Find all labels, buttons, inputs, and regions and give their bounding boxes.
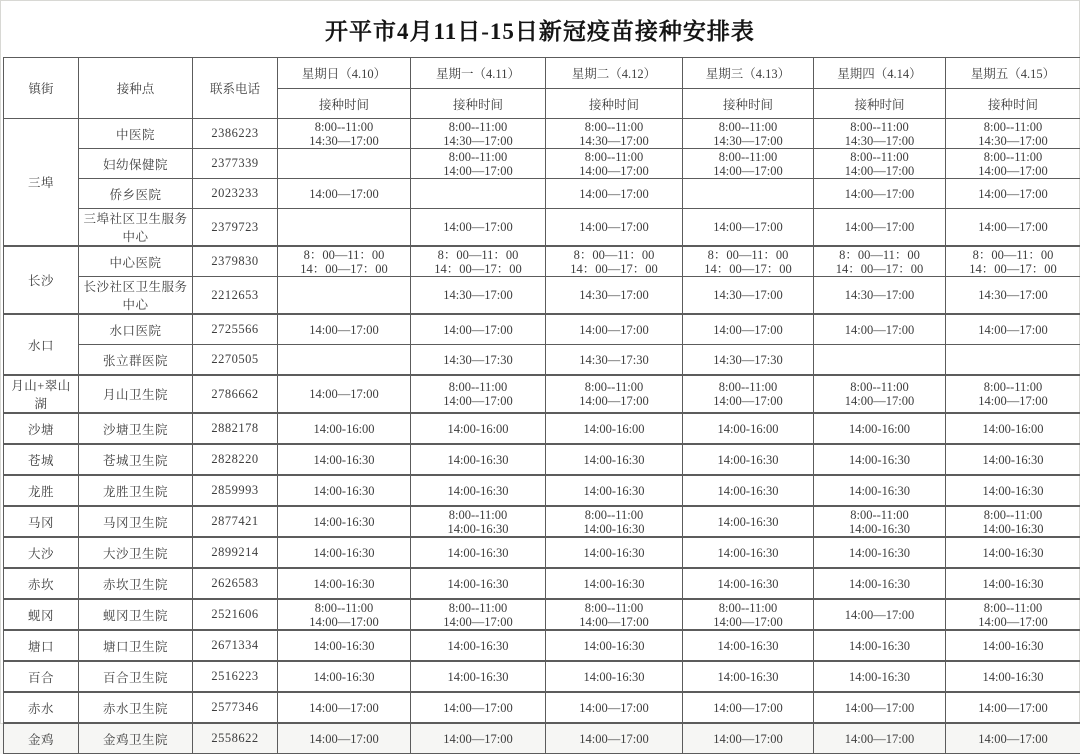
time-cell-day-4: 14:00-16:30	[814, 475, 946, 506]
col-header-day-3: 星期三（4.13）	[683, 58, 814, 89]
time-cell-day-4: 14:00-16:30	[814, 661, 946, 692]
table-row	[4, 692, 1080, 723]
time-cell-day-2: 14:00—17:00	[546, 692, 683, 723]
col-subheader-time-2: 接种时间	[546, 89, 683, 119]
site-cell: 塘口卫生院	[79, 630, 193, 661]
time-cell-day-1: 14:00—17:00	[411, 209, 546, 247]
site-cell: 沙塘卫生院	[79, 413, 193, 444]
time-cell-day-5: 8:00--11:00 14:00—17:00	[946, 149, 1080, 179]
time-cell-day-3: 8:00--11:00 14:30—17:00	[683, 119, 814, 149]
time-cell-day-1: 14:30—17:00	[411, 277, 546, 315]
col-header-site: 接种点	[79, 58, 193, 119]
col-subheader-time-1: 接种时间	[411, 89, 546, 119]
time-cell-day-5: 14:00-16:30	[946, 444, 1080, 475]
time-cell-day-2: 14:00-16:30	[546, 568, 683, 599]
time-cell-day-2: 8：00—11：00 14：00—17：00	[546, 246, 683, 277]
time-cell-day-1: 14:00—17:00	[411, 723, 546, 754]
time-cell-day-2: 14:00-16:30	[546, 630, 683, 661]
site-cell: 百合卫生院	[79, 661, 193, 692]
town-cell: 三埠	[4, 119, 79, 247]
time-cell-day-2: 14:00—17:00	[546, 179, 683, 209]
time-cell-day-4: 8:00--11:00 14:00—17:00	[814, 149, 946, 179]
site-cell: 张立群医院	[79, 345, 193, 376]
time-cell-day-4: 14:00—17:00	[814, 179, 946, 209]
table-row	[4, 537, 1080, 568]
time-cell-day-0: 8:00--11:00 14:30—17:00	[278, 119, 411, 149]
site-cell: 水口医院	[79, 314, 193, 345]
phone-cell: 2379830	[193, 246, 278, 277]
time-cell-day-0: 14:00-16:30	[278, 661, 411, 692]
site-cell: 三埠社区卫生服务中心	[79, 209, 193, 247]
site-cell: 大沙卫生院	[79, 537, 193, 568]
table-row	[4, 661, 1080, 692]
col-header-day-5: 星期五（4.15）	[946, 58, 1080, 89]
time-cell-day-4: 14:30—17:00	[814, 277, 946, 315]
time-cell-day-1: 14:00-16:30	[411, 661, 546, 692]
time-cell-day-0	[278, 149, 411, 179]
time-cell-day-5: 14:00—17:00	[946, 723, 1080, 754]
time-cell-day-4: 14:00—17:00	[814, 209, 946, 247]
time-cell-day-1	[411, 179, 546, 209]
site-cell: 马冈卫生院	[79, 506, 193, 537]
time-cell-day-2: 14:30—17:30	[546, 345, 683, 376]
time-cell-day-5: 14:00-16:30	[946, 537, 1080, 568]
time-cell-day-3: 14:30—17:30	[683, 345, 814, 376]
site-cell: 苍城卫生院	[79, 444, 193, 475]
town-cell: 塘口	[4, 630, 79, 661]
time-cell-day-3	[683, 179, 814, 209]
time-cell-day-3: 14:30—17:00	[683, 277, 814, 315]
town-cell: 赤水	[4, 692, 79, 723]
phone-cell: 2828220	[193, 444, 278, 475]
time-cell-day-5: 8:00--11:00 14:00—17:00	[946, 599, 1080, 630]
time-cell-day-5: 14:00—17:00	[946, 314, 1080, 345]
time-cell-day-4: 8：00—11：00 14：00—17：00	[814, 246, 946, 277]
town-cell: 金鸡	[4, 723, 79, 754]
time-cell-day-2: 8:00--11:00 14:00—17:00	[546, 375, 683, 413]
town-cell: 长沙	[4, 246, 79, 314]
table-row	[4, 179, 1080, 209]
table-row	[4, 599, 1080, 630]
time-cell-day-0: 14:00-16:30	[278, 537, 411, 568]
time-cell-day-4: 14:00-16:30	[814, 444, 946, 475]
time-cell-day-3: 14:00—17:00	[683, 209, 814, 247]
site-cell: 妇幼保健院	[79, 149, 193, 179]
time-cell-day-3: 14:00—17:00	[683, 692, 814, 723]
col-subheader-time-4: 接种时间	[814, 89, 946, 119]
table-row	[4, 506, 1080, 537]
time-cell-day-0	[278, 209, 411, 247]
site-cell: 中医院	[79, 119, 193, 149]
time-cell-day-0	[278, 277, 411, 315]
table-row	[4, 413, 1080, 444]
time-cell-day-5: 14:00—17:00	[946, 209, 1080, 247]
site-cell: 赤水卫生院	[79, 692, 193, 723]
table-row	[4, 345, 1080, 376]
phone-cell: 2899214	[193, 537, 278, 568]
time-cell-day-5: 14:00-16:30	[946, 630, 1080, 661]
time-cell-day-3: 8：00—11：00 14：00—17：00	[683, 246, 814, 277]
time-cell-day-0: 14:00—17:00	[278, 723, 411, 754]
table-row	[4, 119, 1080, 149]
time-cell-day-3: 14:00—17:00	[683, 314, 814, 345]
time-cell-day-2: 8:00--11:00 14:00—17:00	[546, 149, 683, 179]
phone-cell: 2377339	[193, 149, 278, 179]
site-cell: 赤坎卫生院	[79, 568, 193, 599]
time-cell-day-0: 14:00—17:00	[278, 692, 411, 723]
phone-cell: 2786662	[193, 375, 278, 413]
time-cell-day-0: 14:00-16:00	[278, 413, 411, 444]
time-cell-day-0	[278, 345, 411, 376]
time-cell-day-2: 14:30—17:00	[546, 277, 683, 315]
phone-cell: 2270505	[193, 345, 278, 376]
town-cell: 大沙	[4, 537, 79, 568]
table-row	[4, 314, 1080, 345]
col-subheader-time-3: 接种时间	[683, 89, 814, 119]
time-cell-day-3: 14:00-16:30	[683, 661, 814, 692]
time-cell-day-1: 8:00--11:00 14:30—17:00	[411, 119, 546, 149]
time-cell-day-3: 14:00-16:30	[683, 475, 814, 506]
phone-cell: 2725566	[193, 314, 278, 345]
time-cell-day-4: 8:00--11:00 14:00-16:30	[814, 506, 946, 537]
site-cell: 蚬冈卫生院	[79, 599, 193, 630]
phone-cell: 2882178	[193, 413, 278, 444]
col-subheader-time-0: 接种时间	[278, 89, 411, 119]
phone-cell: 2212653	[193, 277, 278, 315]
phone-cell: 2379723	[193, 209, 278, 247]
phone-cell: 2516223	[193, 661, 278, 692]
town-cell: 赤坎	[4, 568, 79, 599]
time-cell-day-1: 8:00--11:00 14:00-16:30	[411, 506, 546, 537]
site-cell: 侨乡医院	[79, 179, 193, 209]
table-row	[4, 277, 1080, 315]
time-cell-day-0: 14:00-16:30	[278, 444, 411, 475]
time-cell-day-2: 14:00—17:00	[546, 314, 683, 345]
time-cell-day-2: 8:00--11:00 14:00-16:30	[546, 506, 683, 537]
table-row	[4, 723, 1080, 754]
col-header-day-2: 星期二（4.12）	[546, 58, 683, 89]
table-header	[4, 58, 1080, 119]
time-cell-day-0: 14:00-16:30	[278, 475, 411, 506]
time-cell-day-5: 8：00—11：00 14：00—17：00	[946, 246, 1080, 277]
time-cell-day-3: 14:00-16:30	[683, 630, 814, 661]
time-cell-day-2: 14:00-16:30	[546, 444, 683, 475]
town-cell: 百合	[4, 661, 79, 692]
col-header-town: 镇街	[4, 58, 79, 119]
time-cell-day-1: 14:00-16:30	[411, 630, 546, 661]
time-cell-day-1: 14:00—17:00	[411, 314, 546, 345]
time-cell-day-5: 8:00--11:00 14:30—17:00	[946, 119, 1080, 149]
table-row	[4, 149, 1080, 179]
time-cell-day-3: 14:00-16:30	[683, 568, 814, 599]
time-cell-day-1: 14:30—17:30	[411, 345, 546, 376]
time-cell-day-2: 14:00-16:30	[546, 475, 683, 506]
time-cell-day-4: 14:00—17:00	[814, 692, 946, 723]
time-cell-day-1: 14:00-16:30	[411, 475, 546, 506]
time-cell-day-5: 14:00-16:30	[946, 475, 1080, 506]
time-cell-day-0: 14:00-16:30	[278, 568, 411, 599]
table-row	[4, 444, 1080, 475]
phone-cell: 2577346	[193, 692, 278, 723]
time-cell-day-3: 8:00--11:00 14:00—17:00	[683, 149, 814, 179]
phone-cell: 2558622	[193, 723, 278, 754]
site-cell: 龙胜卫生院	[79, 475, 193, 506]
time-cell-day-4: 14:00—17:00	[814, 723, 946, 754]
time-cell-day-4: 14:00-16:30	[814, 568, 946, 599]
time-cell-day-3: 14:00-16:30	[683, 444, 814, 475]
time-cell-day-1: 14:00-16:30	[411, 444, 546, 475]
time-cell-day-2: 14:00-16:00	[546, 413, 683, 444]
col-header-day-0: 星期日（4.10）	[278, 58, 411, 89]
time-cell-day-0: 14:00-16:30	[278, 630, 411, 661]
time-cell-day-2: 8:00--11:00 14:00—17:00	[546, 599, 683, 630]
phone-cell: 2877421	[193, 506, 278, 537]
time-cell-day-0: 8:00--11:00 14:00—17:00	[278, 599, 411, 630]
site-cell: 长沙社区卫生服务中心	[79, 277, 193, 315]
time-cell-day-4: 14:00—17:00	[814, 314, 946, 345]
time-cell-day-0: 14:00—17:00	[278, 375, 411, 413]
col-header-phone: 联系电话	[193, 58, 278, 119]
town-cell: 水口	[4, 314, 79, 375]
time-cell-day-2: 14:00—17:00	[546, 209, 683, 247]
phone-cell: 2859993	[193, 475, 278, 506]
town-cell: 蚬冈	[4, 599, 79, 630]
time-cell-day-1: 8:00--11:00 14:00—17:00	[411, 149, 546, 179]
page-title: 开平市4月11日-15日新冠疫苗接种安排表	[1, 1, 1079, 57]
time-cell-day-5: 8:00--11:00 14:00-16:30	[946, 506, 1080, 537]
time-cell-day-4: 14:00-16:00	[814, 413, 946, 444]
time-cell-day-3: 8:00--11:00 14:00—17:00	[683, 375, 814, 413]
time-cell-day-0: 8：00—11：00 14：00—17：00	[278, 246, 411, 277]
phone-cell: 2023233	[193, 179, 278, 209]
time-cell-day-3: 14:00-16:30	[683, 537, 814, 568]
time-cell-day-4: 14:00-16:30	[814, 630, 946, 661]
time-cell-day-2: 14:00—17:00	[546, 723, 683, 754]
time-cell-day-4: 8:00--11:00 14:30—17:00	[814, 119, 946, 149]
time-cell-day-4	[814, 345, 946, 376]
town-cell: 月山+翠山湖	[4, 375, 79, 413]
time-cell-day-3: 14:00-16:00	[683, 413, 814, 444]
town-cell: 沙塘	[4, 413, 79, 444]
phone-cell: 2386223	[193, 119, 278, 149]
table-body	[4, 119, 1080, 754]
town-cell: 龙胜	[4, 475, 79, 506]
table-row	[4, 568, 1080, 599]
table-row	[4, 209, 1080, 247]
time-cell-day-3: 14:00—17:00	[683, 723, 814, 754]
table-row	[4, 475, 1080, 506]
time-cell-day-4: 14:00-16:30	[814, 537, 946, 568]
time-cell-day-0: 14:00—17:00	[278, 179, 411, 209]
time-cell-day-1: 14:00-16:00	[411, 413, 546, 444]
table-row	[4, 375, 1080, 413]
time-cell-day-1: 14:00-16:30	[411, 568, 546, 599]
time-cell-day-0: 14:00-16:30	[278, 506, 411, 537]
phone-cell: 2671334	[193, 630, 278, 661]
time-cell-day-5	[946, 345, 1080, 376]
time-cell-day-5: 14:00-16:30	[946, 568, 1080, 599]
time-cell-day-2: 14:00-16:30	[546, 537, 683, 568]
town-cell: 马冈	[4, 506, 79, 537]
time-cell-day-3: 14:00-16:30	[683, 506, 814, 537]
town-cell: 苍城	[4, 444, 79, 475]
phone-cell: 2626583	[193, 568, 278, 599]
time-cell-day-2: 8:00--11:00 14:30—17:00	[546, 119, 683, 149]
site-cell: 月山卫生院	[79, 375, 193, 413]
vaccination-schedule-table	[3, 57, 1080, 754]
time-cell-day-1: 14:00—17:00	[411, 692, 546, 723]
time-cell-day-0: 14:00—17:00	[278, 314, 411, 345]
time-cell-day-5: 14:00—17:00	[946, 179, 1080, 209]
table-row	[4, 246, 1080, 277]
site-cell: 金鸡卫生院	[79, 723, 193, 754]
time-cell-day-1: 8：00—11：00 14：00—17：00	[411, 246, 546, 277]
time-cell-day-5: 8:00--11:00 14:00—17:00	[946, 375, 1080, 413]
col-header-day-4: 星期四（4.14）	[814, 58, 946, 89]
col-subheader-time-5: 接种时间	[946, 89, 1080, 119]
phone-cell: 2521606	[193, 599, 278, 630]
time-cell-day-1: 8:00--11:00 14:00—17:00	[411, 375, 546, 413]
table-row	[4, 630, 1080, 661]
site-cell: 中心医院	[79, 246, 193, 277]
time-cell-day-2: 14:00-16:30	[546, 661, 683, 692]
time-cell-day-4: 8:00--11:00 14:00—17:00	[814, 375, 946, 413]
col-header-day-1: 星期一（4.11）	[411, 58, 546, 89]
time-cell-day-1: 8:00--11:00 14:00—17:00	[411, 599, 546, 630]
time-cell-day-4: 14:00—17:00	[814, 599, 946, 630]
time-cell-day-1: 14:00-16:30	[411, 537, 546, 568]
time-cell-day-5: 14:30—17:00	[946, 277, 1080, 315]
time-cell-day-3: 8:00--11:00 14:00—17:00	[683, 599, 814, 630]
time-cell-day-5: 14:00—17:00	[946, 692, 1080, 723]
time-cell-day-5: 14:00-16:00	[946, 413, 1080, 444]
time-cell-day-5: 14:00-16:30	[946, 661, 1080, 692]
